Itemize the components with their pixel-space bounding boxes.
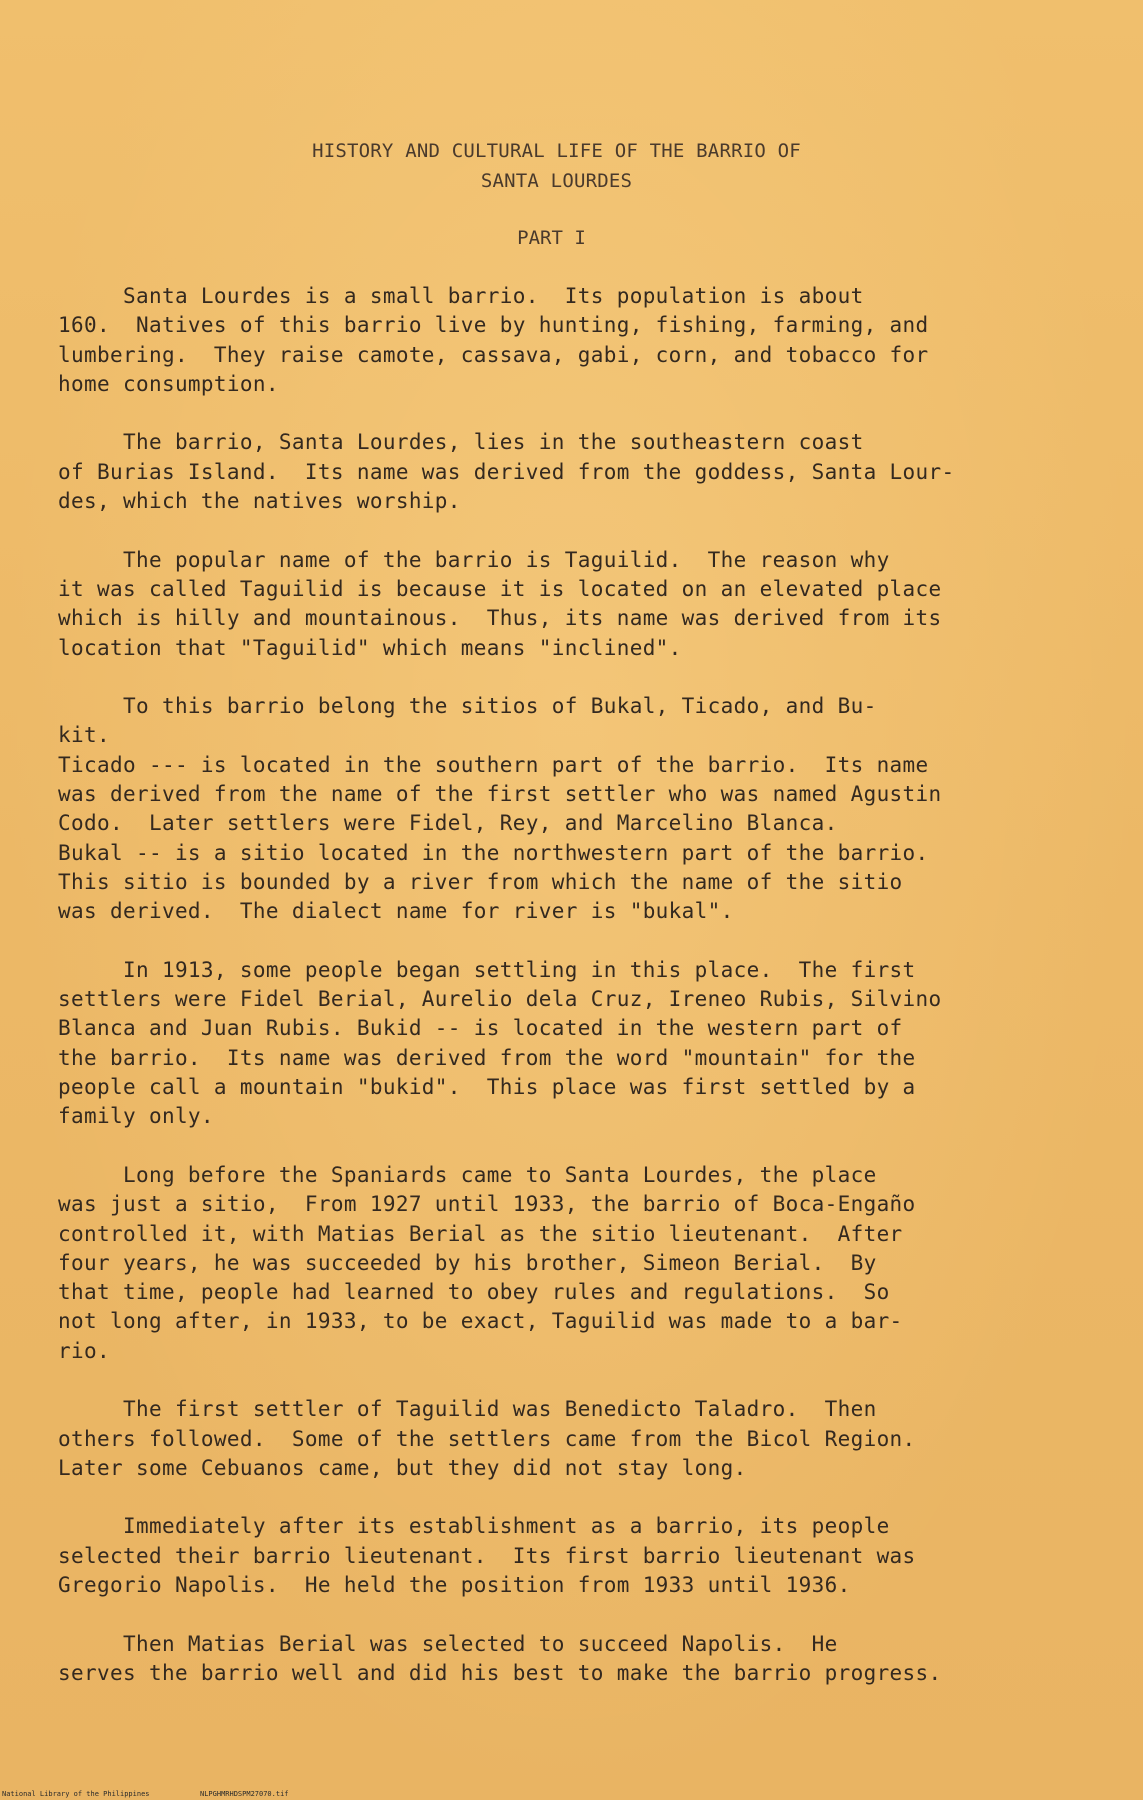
text-line: 160. Natives of this barrio live by hunting, fishing, farming, and [58,313,929,338]
text-line: lumbering. They raise camote, cassava, gabi, corn, and tobacco for [58,342,929,367]
text-line: location that "Taguilid" which means "inclined". [58,635,682,660]
text-line: not long after, in 1933, to be exact, Taguilid was made to a bar- [58,1309,903,1334]
text-line: des, which the natives worship. [58,489,461,514]
document-title [0,136,1143,196]
text-line: of Burias Island. Its name was derived from the goddess, Santa Lour- [58,459,955,484]
paragraph [58,546,1098,663]
paragraph [58,1161,1098,1366]
text-line: The first settler of Taguilid was Benedicto Taladro. Then [58,1397,877,1422]
paragraph [58,692,1098,926]
document-body [58,282,1098,1718]
text-line: Then Matias Berial was selected to succeed Napolis. He [58,1631,838,1656]
text-line: Codo. Later settlers were Fidel, Rey, and Marcelino Blanca. [58,811,838,836]
text-line: The barrio, Santa Lourdes, lies in the southeastern coast [58,430,864,455]
footer-library: National Library of the Philippines [2,1790,150,1798]
text-line: that time, people had learned to obey rules and regulations. So [58,1280,890,1305]
part-label: PART I [517,227,586,249]
text-line: the barrio. Its name was derived from the word "mountain" for the [58,1045,916,1070]
text-line: was just a sitio, From 1927 until 1933, the barrio of Boca-Engaño [58,1192,916,1217]
title-line-2: SANTA LOURDES [480,170,633,192]
paragraph [58,282,1098,399]
text-line: This sitio is bounded by a river from which the name of the sitio [58,869,903,894]
text-line: which is hilly and mountainous. Thus, its name was derived from its [58,606,942,631]
text-line: Long before the Spaniards came to Santa Lourdes, the place [58,1162,877,1187]
text-line: people call a mountain "bukid". This place was first settled by a [58,1075,916,1100]
text-line: settlers were Fidel Berial, Aurelio dela Cruz, Ireneo Rubis, Silvino [58,987,942,1012]
text-line: home consumption. [58,371,279,396]
text-line: others followed. Some of the settlers came from the Bicol Region. [58,1426,916,1451]
text-line: it was called Taguilid is because it is located on an elevated place [58,576,942,601]
text-line: was derived. The dialect name for river is "bukal". [58,899,734,924]
text-line: To this barrio belong the sitios of Bukal, Ticado, and Bu- [58,694,877,719]
text-line: rio. [58,1338,110,1363]
text-line: family only. [58,1104,214,1129]
text-line: Ticado --- is located in the southern part of the barrio. Its name [58,752,929,777]
paragraph [58,1395,1098,1483]
text-line: Bukal -- is a sitio located in the northwestern part of the barrio. [58,840,929,865]
text-line: Immediately after its establishment as a barrio, its people [58,1514,890,1539]
title-line-1: HISTORY AND CULTURAL LIFE OF THE BARRIO OF [312,140,801,162]
paragraph [58,956,1098,1132]
text-line: kit. [58,723,110,748]
text-line: was derived from the name of the first settler who was named Agustin [58,782,942,807]
text-line: Gregorio Napolis. He held the position from 1933 until 1936. [58,1573,851,1598]
footer-filename: NLPGHMRHDSPM27070.tif [200,1790,289,1798]
paragraph [58,1630,1098,1689]
text-line: The popular name of the barrio is Taguilid. The reason why [58,547,890,572]
text-line: controlled it, with Matias Berial as the sitio lieutenant. After [58,1221,903,1246]
paragraph [58,1512,1098,1600]
text-line: selected their barrio lieutenant. Its first barrio lieutenant was [58,1543,916,1568]
text-line: In 1913, some people began settling in this place. The first [58,957,916,982]
text-line: four years, he was succeeded by his brother, Simeon Berial. By [58,1250,877,1275]
text-line: Santa Lourdes is a small barrio. Its population is about [58,284,864,308]
text-line: Later some Cebuanos came, but they did not stay long. [58,1455,747,1480]
paragraph [58,428,1098,516]
text-line: Blanca and Juan Rubis. Bukid -- is located in the western part of [58,1016,903,1041]
text-line: serves the barrio well and did his best to make the barrio progress. [58,1660,942,1685]
